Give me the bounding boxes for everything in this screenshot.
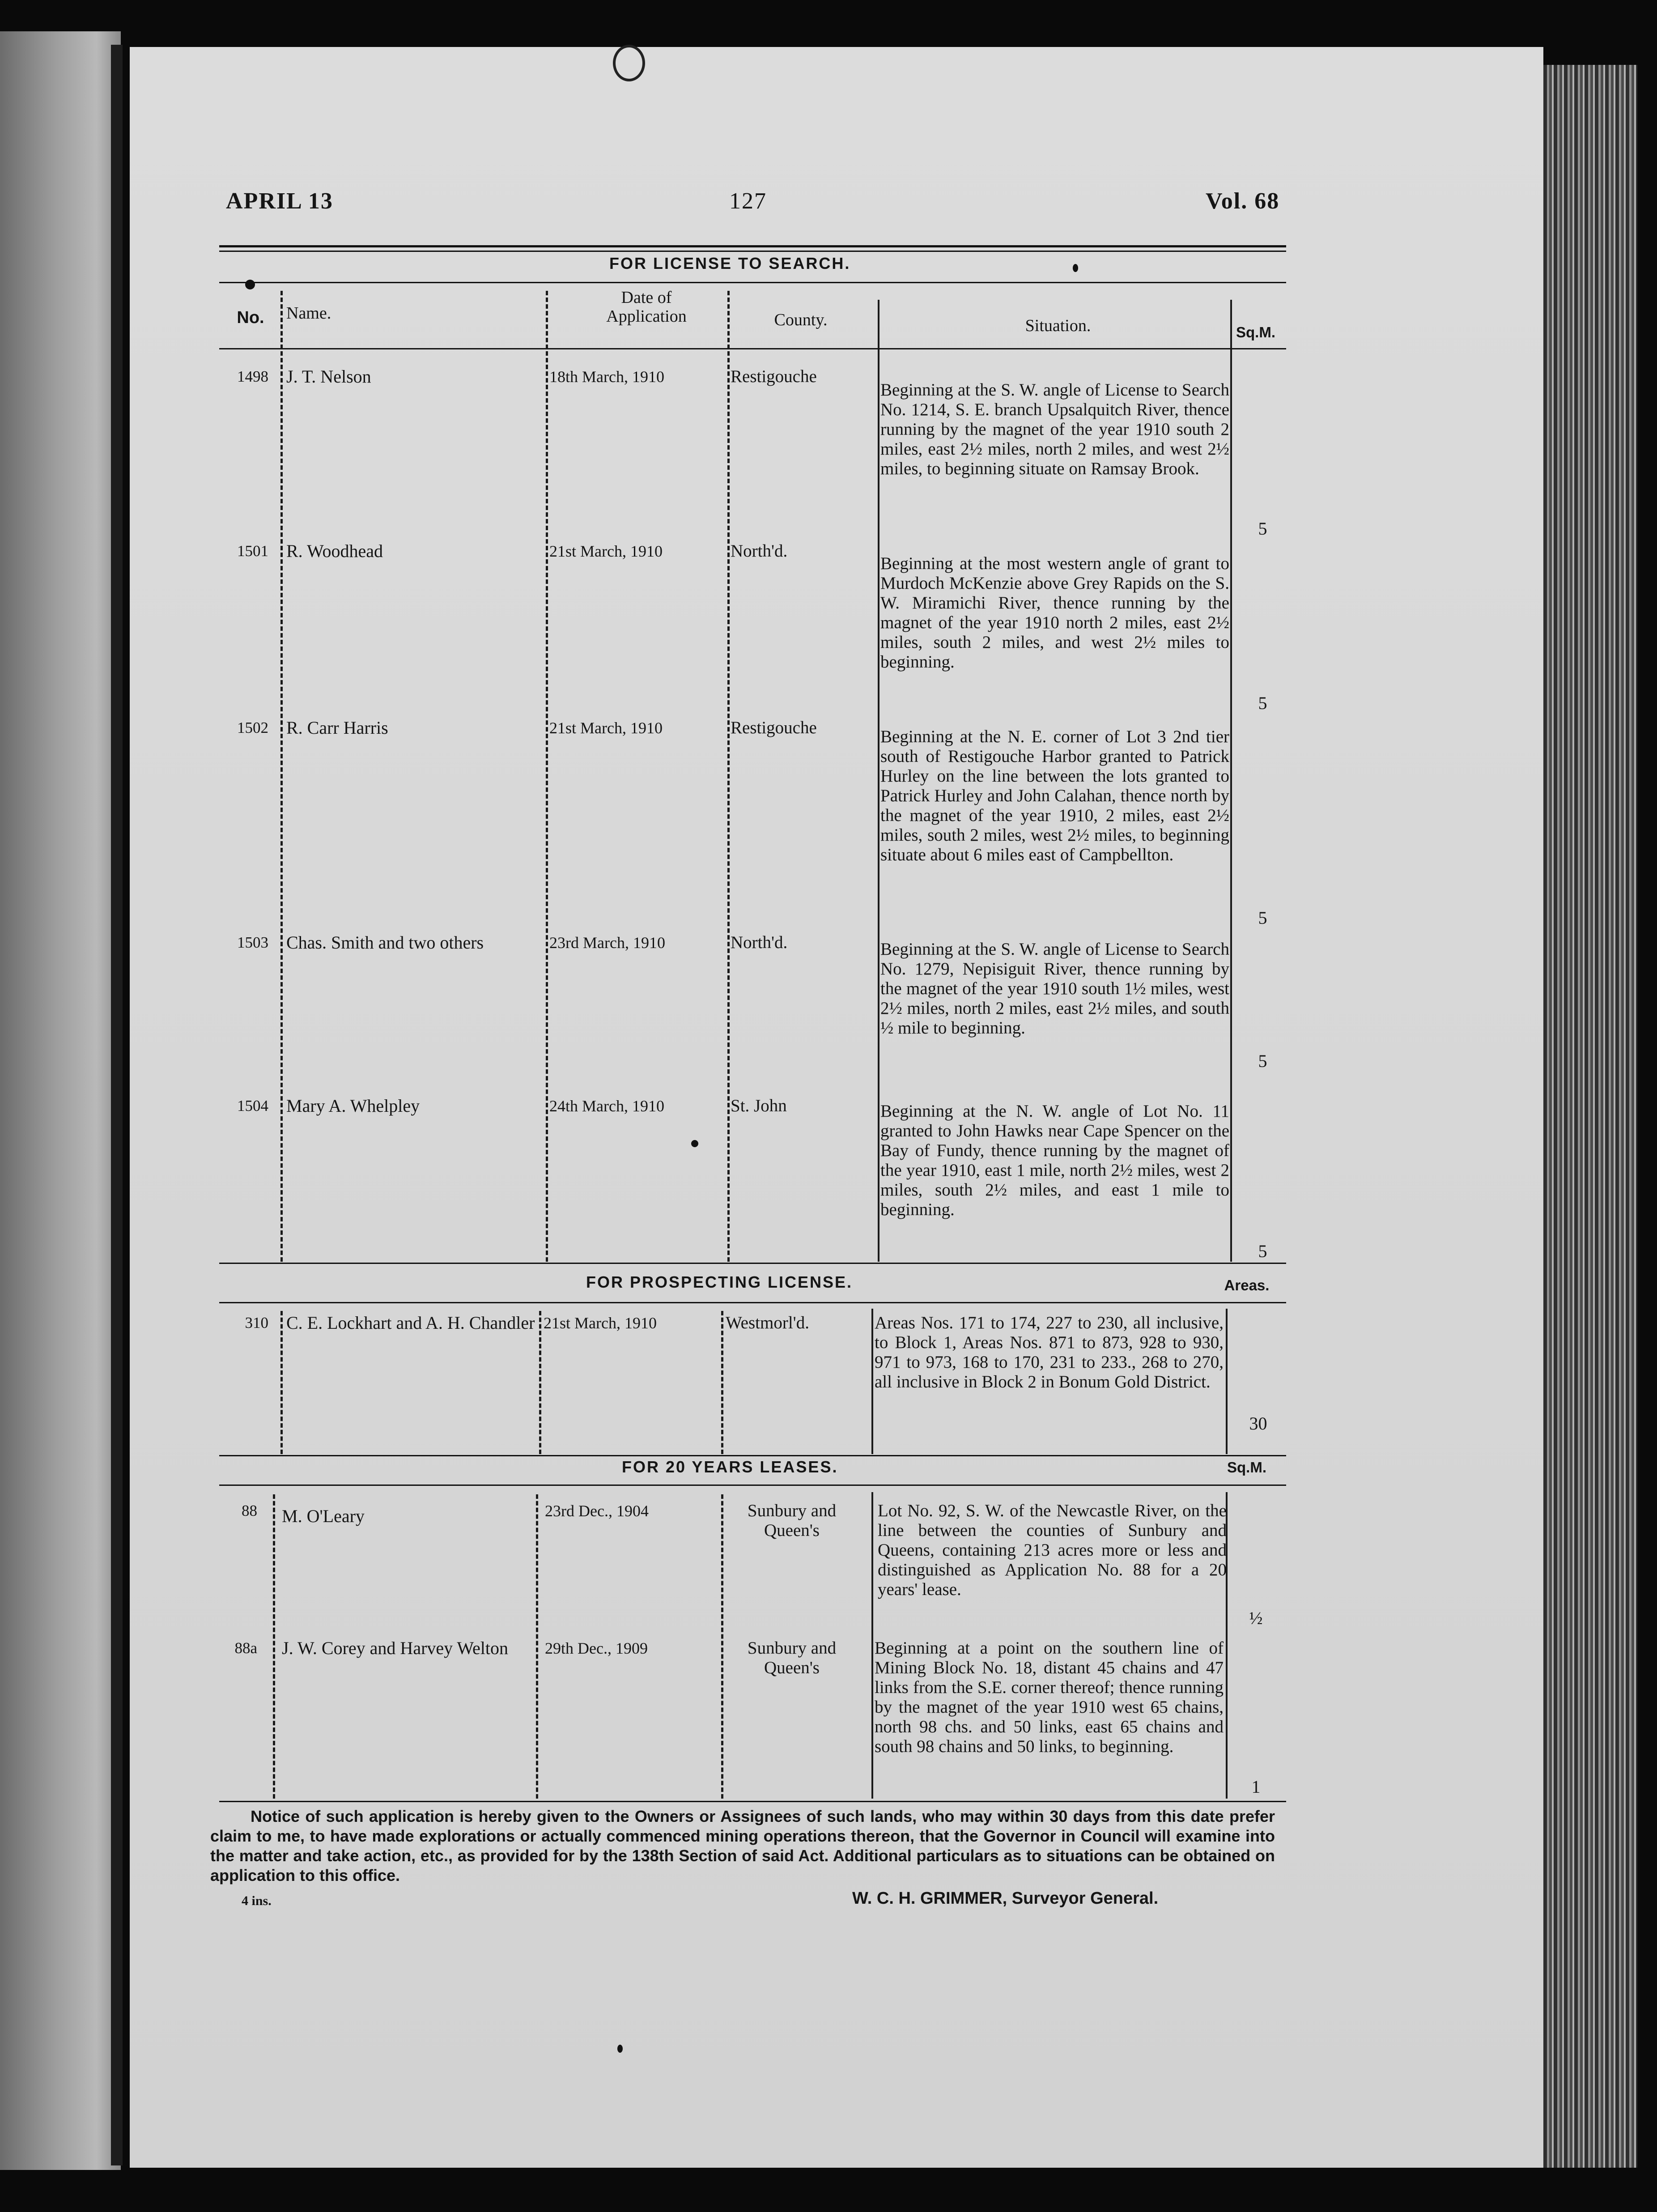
column-divider <box>1230 300 1232 1262</box>
county: Westmorl'd. <box>726 1313 809 1332</box>
county: Restigouche <box>731 718 817 737</box>
row-number: 88a <box>234 1639 257 1657</box>
applicant-name: R. Woodhead <box>286 541 383 561</box>
section-title-prospecting: FOR PROSPECTING LICENSE. <box>586 1273 853 1291</box>
application-date: 23rd March, 1910 <box>549 934 665 952</box>
section-rule <box>219 1485 1286 1486</box>
square-miles: 5 <box>1258 1051 1267 1071</box>
applicant-name: J. T. Nelson <box>286 366 371 387</box>
section-rule <box>219 1263 1286 1264</box>
situation: Beginning at a point on the southern line of Mining Block No. 18, distant 45 chains and 47 links from the S.E. corner thereof; thence running by the magnet of the year 1910 west 65 chains, north 98 chs. and 50 links, east 65 chains and south 98 chains and 50 links, to beginning. <box>875 1638 1224 1756</box>
section-title-search: FOR LICENSE TO SEARCH. <box>609 254 851 272</box>
application-date: 23rd Dec., 1904 <box>545 1502 649 1520</box>
column-divider <box>273 1494 275 1799</box>
column-divider <box>727 291 730 1262</box>
section-title-leases: FOR 20 YEARS LEASES. <box>622 1458 838 1476</box>
notice-paragraph: Notice of such application is hereby given to the Owners or Assignees of such lands, who may within 30 days from this date prefer claim to me, to have made explorations or actually commenced mining operations thereon, that the Governor in Council will examine into the matter and take action, etc., as provided for by the 138th Section of said Act. Additional particulars as to situations can be obtained on application to this office. <box>210 1807 1275 1884</box>
column-divider <box>871 1492 873 1799</box>
county: North'd. <box>731 933 788 952</box>
row-number: 1503 <box>237 934 268 951</box>
column-head-rule <box>219 348 1286 349</box>
column-divider <box>280 1311 283 1454</box>
insertion-mark: 4 ins. <box>242 1893 272 1908</box>
running-head-date: APRIL 13 <box>226 188 333 214</box>
col-sq: Sq.M. <box>1227 1459 1266 1476</box>
page-edges <box>1543 65 1637 2168</box>
situation: Beginning at the N. W. angle of Lot No. 11 granted to John Hawks near Cape Spencer on the Bay of Fundy, thence running by the magnet of the year 1910, east 1 mile, north 2½ miles, west 2 miles, south 2½ miles, and east 1 mile to beginning. <box>880 1102 1229 1219</box>
row-number: 1498 <box>237 368 268 385</box>
situation: Beginning at the most western angle of grant to Murdoch McKenzie above Grey Rapids on the S. W. Miramichi River, thence running by the magnet of the year 1910 north 2 miles, east 2½ miles, south 2 miles, and west 2½ miles to beginning. <box>880 554 1229 672</box>
application-date: 21st March, 1910 <box>549 719 663 737</box>
county: Sunbury and Queen's <box>747 1638 837 1677</box>
situation: Beginning at the S. W. angle of License to Search No. 1214, S. E. branch Upsalquitch River, thence running by the magnet of the year 1910 south 2 miles, east 2½ miles, north 2 miles, and west 2½ miles, to beginning situate on Ramsay Brook. <box>880 380 1229 478</box>
applicant-name: M. O'Leary <box>282 1506 365 1526</box>
page-number: 127 <box>729 188 767 214</box>
county: Restigouche <box>731 367 817 386</box>
ink-spot <box>1073 264 1078 272</box>
square-miles: 5 <box>1258 1241 1267 1261</box>
square-miles: ½ <box>1249 1608 1263 1628</box>
county: North'd. <box>731 541 788 561</box>
square-miles: 5 <box>1258 693 1267 713</box>
applicant-name: Mary A. Whelpley <box>286 1096 420 1116</box>
application-date: 24th March, 1910 <box>549 1097 664 1115</box>
situation: Beginning at the S. W. angle of License to Search No. 1279, Nepisiguit River, thence running by the magnet of the year 1910 south 1½ miles, west 2½ miles, north 2 miles, east 2½ miles, and south ½ mile to beginning. <box>880 940 1229 1038</box>
col-sq: Sq.M. <box>1236 324 1275 340</box>
square-miles: 1 <box>1251 1777 1261 1797</box>
col-situation: Situation. <box>1025 316 1091 335</box>
application-date: 21st March, 1910 <box>544 1314 657 1332</box>
applicant-name: J. W. Corey and Harvey Welton <box>282 1638 508 1658</box>
application-date: 18th March, 1910 <box>549 368 664 386</box>
row-number: 1502 <box>237 719 268 736</box>
section-rule <box>219 282 1286 283</box>
col-areas: Areas. <box>1224 1277 1270 1293</box>
section-rule <box>219 1801 1286 1802</box>
column-divider <box>546 291 548 1262</box>
situation: Areas Nos. 171 to 174, 227 to 230, all inclusive, to Block 1, Areas Nos. 871 to 873, 928 to 930, 971 to 973, 168 to 170, 231 to 233., 268 to 270, all inclusive in Block 2 in Bonum Gold District. <box>875 1313 1224 1391</box>
column-divider <box>536 1494 538 1799</box>
applicant-name: Chas. Smith and two others <box>286 932 484 953</box>
volume-number: Vol. 68 <box>1206 188 1280 214</box>
application-date: 29th Dec., 1909 <box>545 1639 648 1657</box>
col-county: County. <box>774 311 828 329</box>
row-number: 88 <box>242 1502 257 1519</box>
row-number: 1501 <box>237 542 268 560</box>
punch-hole <box>613 45 645 81</box>
row-number: 310 <box>245 1314 268 1331</box>
col-date: Date of Application <box>606 288 687 326</box>
ink-spot <box>617 2045 623 2053</box>
header-rule <box>219 245 1286 247</box>
col-no: No. <box>237 308 264 327</box>
county: Sunbury and Queen's <box>747 1501 837 1540</box>
header-rule <box>219 251 1286 252</box>
col-name: Name. <box>286 304 331 323</box>
applicant-name: C. E. Lockhart and A. H. Chandler <box>286 1313 535 1333</box>
row-number: 1504 <box>237 1097 268 1115</box>
situation: Beginning at the N. E. corner of Lot 3 2nd tier south of Restigouche Harbor granted to Patrick Hurley on the line between the lots granted to Patrick Hurley and John Calahan, thence north by the magnet of the year 1910, 2 miles, east 2½ miles, south 2 miles, west 2½ miles, to beginning situate about 6 miles east of Campbellton. <box>880 727 1229 864</box>
square-miles: 5 <box>1258 519 1267 539</box>
square-miles: 5 <box>1258 908 1267 928</box>
section-rule <box>219 1455 1286 1456</box>
situation: Lot No. 92, S. W. of the Newcastle River, on the line between the counties of Sunbury and Queens, containing 213 acres more or less and distinguished as Application No. 88 for a 20 years' lease. <box>878 1501 1227 1599</box>
section-rule <box>219 1302 1286 1303</box>
applicant-name: R. Carr Harris <box>286 718 388 738</box>
column-divider <box>539 1311 541 1454</box>
ink-spot <box>245 280 255 289</box>
book-spine <box>111 45 123 2165</box>
column-divider <box>280 291 283 1262</box>
signature: W. C. H. GRIMMER, Surveyor General. <box>852 1889 1159 1908</box>
left-page-edge <box>0 31 121 2170</box>
areas-count: 30 <box>1249 1413 1267 1434</box>
county: St. John <box>731 1096 787 1115</box>
column-divider <box>878 300 879 1262</box>
column-divider <box>1226 1309 1228 1454</box>
application-date: 21st March, 1910 <box>549 542 663 560</box>
ink-spot <box>691 1140 698 1147</box>
